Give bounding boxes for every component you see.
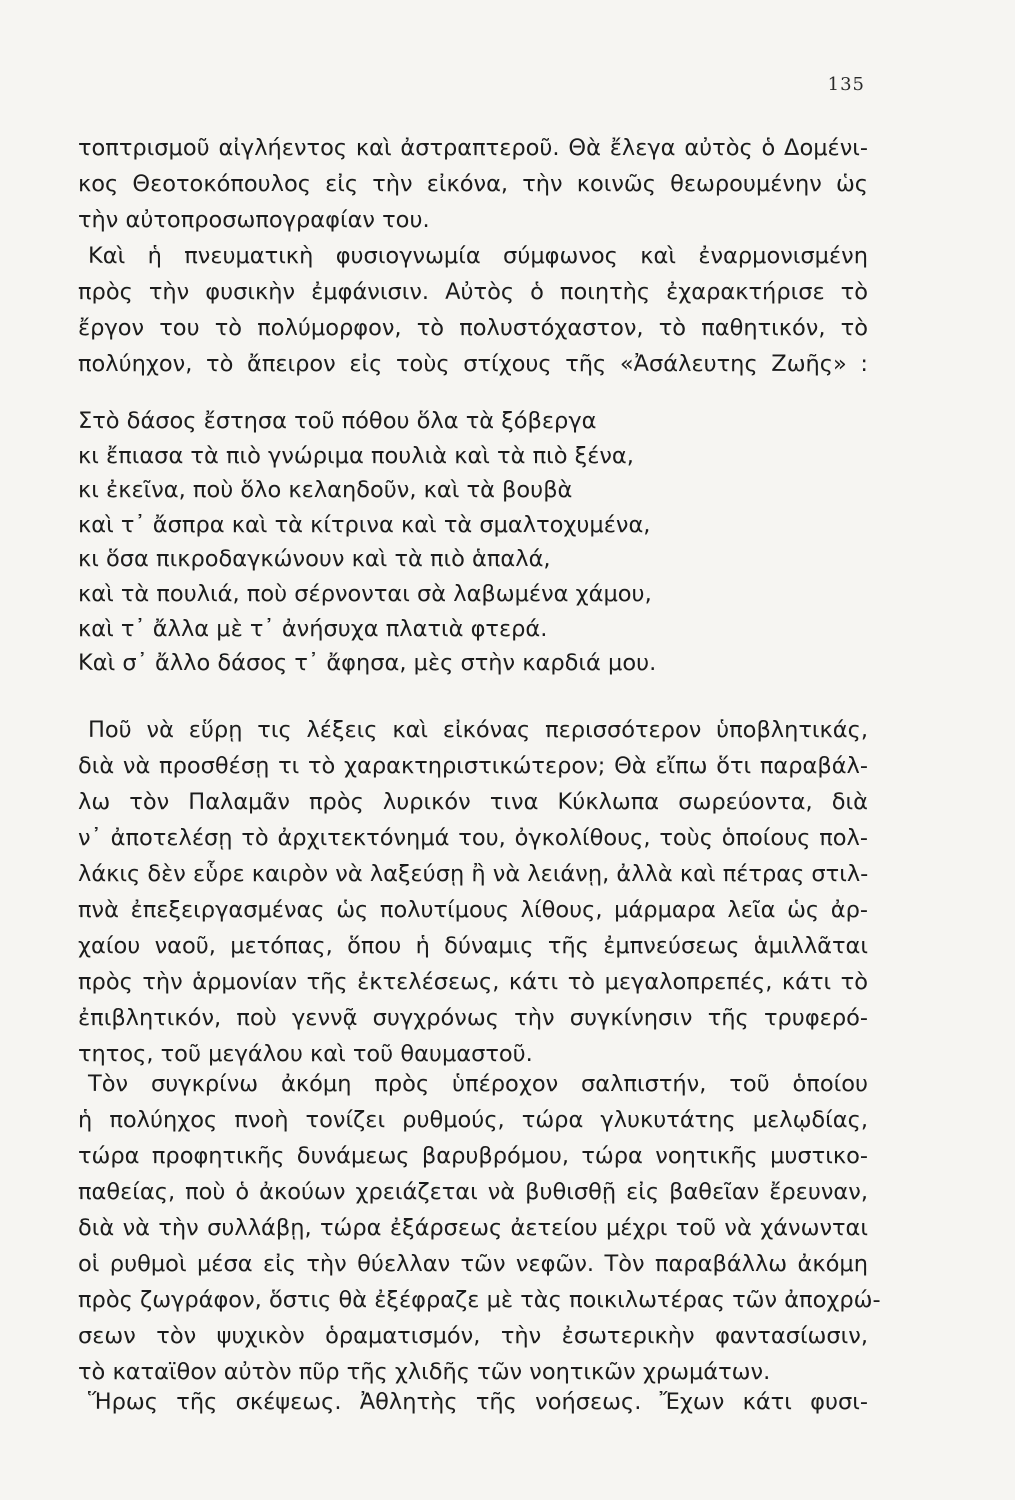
text-line: ἡ πολύηχος πνοὴ τονίζει ρυθμούς, τώρα γλυκυτάτης μελῳδίας, (78, 1107, 868, 1133)
poem-line: κι ὅσα πικροδαγκώνουν καὶ τὰ πιὸ ἁπαλά, (78, 546, 551, 573)
text-line: Ποῦ νὰ εὕρῃ τις λέξεις καὶ εἰκόνας περισσότερον ὑποβλητικάς, (88, 717, 868, 743)
text-line: κος Θεοτοκόπουλος εἰς τὴν εἰκόνα, τὴν κοινῶς θεωρουμένην ὡς (78, 171, 868, 197)
poem-line: κι ἐκεῖνα, ποὺ ὅλο κελαηδοῦν, καὶ τὰ βουβὰ (78, 477, 573, 504)
text-line: Καὶ ἡ πνευματικὴ φυσιογνωμία σύμφωνος καὶ ἐναρμονισμένη (88, 243, 868, 269)
paragraph-2 (78, 238, 868, 382)
text-line: παθείας, ποὺ ὁ ἀκούων χρειάζεται νὰ βυθισθῇ εἰς βαθεῖαν ἔρευναν, (78, 1179, 868, 1205)
poem-line: Καὶ σ᾽ ἄλλο δάσος τ᾽ ἄφησα, μὲς στὴν καρδιά μου. (78, 650, 657, 677)
text-line: λω τὸν Παλαμᾶν πρὸς λυρικόν τινα Κύκλωπα σωρεύοντα, διὰ (78, 789, 868, 815)
paragraph-3 (78, 712, 868, 1072)
text-line: διὰ νὰ τὴν συλλάβῃ, τώρα ἐξάρσεως ἀετείου μέχρι τοῦ νὰ χάνωνται (78, 1215, 868, 1241)
poem-line: Στὸ δάσος ἔστησα τοῦ πόθου ὅλα τὰ ξόβεργα (78, 408, 597, 434)
paragraph-5 (78, 1384, 868, 1420)
text-line: πρὸς τὴν φυσικὴν ἐμφάνισιν. Αὐτὸς ὁ ποιητὴς ἐχαρακτήρισε τὸ (78, 279, 868, 305)
paragraph-1 (78, 130, 868, 238)
text-line: πρὸς τὴν ἁρμονίαν τῆς ἐκτελέσεως, κάτι τὸ μεγαλοπρεπές, κάτι τὸ (78, 969, 868, 995)
text-line: τητος, τοῦ μεγάλου καὶ τοῦ θαυμαστοῦ. (78, 1041, 533, 1067)
text-line: πολύηχον, τὸ ἄπειρον εἰς τοὺς στίχους τῆς «Ἀσάλευτης Ζωῆς» : (78, 351, 868, 377)
text-line: σεων τὸν ψυχικὸν ὁραματισμόν, τὴν ἐσωτερικὴν φαντασίωσιν, (78, 1323, 868, 1349)
text-line: τώρα προφητικῆς δυνάμεως βαρυβρόμου, τώρα νοητικῆς μυστικο- (78, 1143, 868, 1169)
text-line: Τὸν συγκρίνω ἀκόμη πρὸς ὑπέροχον σαλπιστήν, τοῦ ὁποίου (88, 1071, 868, 1097)
text-line: ν᾽ ἀποτελέσῃ τὸ ἀρχιτεκτόνημά του, ὀγκολίθους, τοὺς ὁποίους πολ- (78, 825, 868, 851)
poem-line: καὶ τὰ πουλιά, ποὺ σέρνονται σὰ λαβωμένα χάμου, (78, 580, 652, 607)
poem-line: καὶ τ᾽ ἄσπρα καὶ τὰ κίτρινα καὶ τὰ σμαλτοχυμένα, (78, 511, 651, 538)
poem-line: καὶ τ᾽ ἄλλα μὲ τ᾽ ἀνήσυχα πλατιὰ φτερά. (78, 615, 548, 642)
text-line: Ἥρως τῆς σκέψεως. Ἀθλητὴς τῆς νοήσεως. Ἔχων κάτι φυσι- (88, 1389, 868, 1415)
text-line: ἔργον του τὸ πολύμορφον, τὸ πολυστόχαστον, τὸ παθητικόν, τὸ (78, 315, 868, 341)
paragraph-4 (78, 1066, 881, 1390)
text-line: λάκις δὲν εὗρε καιρὸν νὰ λαξεύσῃ ἢ νὰ λειάνῃ, ἀλλὰ καὶ πέτρας στιλ- (78, 861, 869, 887)
text-line: τοπτρισμοῦ αἰγλήεντος καὶ ἀστραπτεροῦ. Θὰ ἔλεγα αὐτὸς ὁ Δομένι- (78, 135, 868, 161)
page-number: 135 (827, 74, 865, 95)
text-line: πνὰ ἐπεξειργασμένας ὡς πολυτίμους λίθους, μάρμαρα λεῖα ὡς ἀρ- (78, 897, 868, 923)
text-line: πρὸς ζωγράφον, ὅστις θὰ ἐξέφραζε μὲ τὰς ποικιλωτέρας τῶν ἀποχρώ- (78, 1287, 881, 1313)
text-line: οἱ ρυθμοὶ μέσα εἰς τὴν θύελλαν τῶν νεφῶν. Τὸν παραβάλλω ἀκόμη (78, 1251, 868, 1277)
poem (78, 404, 868, 681)
text-line: τὴν αὐτοπροσωπογραφίαν του. (78, 207, 430, 233)
text-line: διὰ νὰ προσθέσῃ τι τὸ χαρακτηριστικώτερον; Θὰ εἴπω ὅτι παραβάλ- (78, 753, 868, 779)
text-line: χαίου ναοῦ, μετόπας, ὅπου ἡ δύναμις τῆς ἐμπνεύσεως ἁμιλλᾶται (78, 933, 868, 959)
poem-line: κι ἔπιασα τὰ πιὸ γνώριμα πουλιὰ καὶ τὰ πιὸ ξένα, (78, 442, 634, 469)
text-line: τὸ καταϊθον αὐτὸν πῦρ τῆς χλιδῆς τῶν νοητικῶν χρωμάτων. (78, 1359, 771, 1385)
text-line: ἐπιβλητικόν, ποὺ γεννᾷ συγχρόνως τὴν συγκίνησιν τῆς τρυφερό- (78, 1005, 868, 1031)
